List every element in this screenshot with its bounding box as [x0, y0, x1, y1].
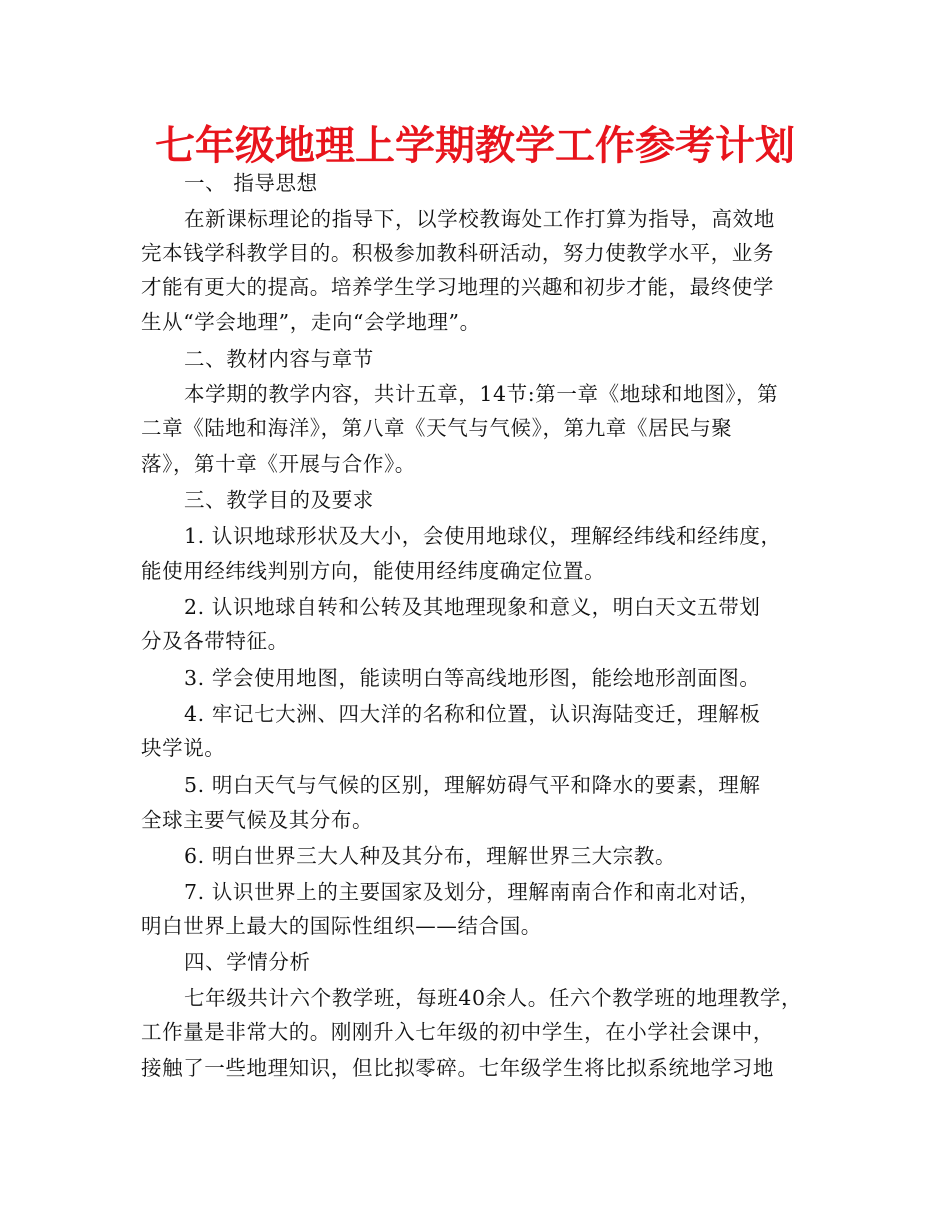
paragraph-line: 在新课标理论的指导下，以学校教诲处工作打算为指导，高效地 — [184, 207, 775, 231]
paragraph-line: 工作量是非常大的。刚刚升入七年级的初中学生，在小学社会课中， — [141, 1020, 774, 1044]
list-item-line: 明白世界上最大的国际性组织——结合国。 — [141, 914, 542, 938]
list-item-line: 1. 认识地球形状及大小，会使用地球仪，理解经纬线和经纬度， — [184, 524, 782, 548]
paragraph-line: 本学期的教学内容，共计五章，14节:第一章《地球和地图》，第 — [184, 382, 779, 406]
list-item-line: 3. 学会使用地图，能读明白等高线地形图，能绘地形剖面图。 — [184, 666, 761, 690]
document-title: 七年级地理上学期教学工作参考计划 — [155, 123, 795, 169]
paragraph-line: 完本钱学科教学目的。积极参加教科研活动，努力使教学水平，业务 — [141, 241, 774, 265]
paragraph-line: 才能有更大的提高。培养学生学习地理的兴趣和初步才能，最终使学 — [141, 275, 774, 299]
section-heading-guiding-thought: 一、 指导思想 — [184, 171, 318, 195]
list-item-line: 2. 认识地球自转和公转及其地理现象和意义，明白天文五带划 — [184, 595, 761, 619]
paragraph-line: 七年级共计六个教学班，每班40余人。任六个教学班的地理教学， — [184, 986, 803, 1010]
paragraph-line: 生从“学会地理”，走向“会学地理”。 — [141, 310, 481, 334]
section-heading-teaching-goals: 三、教学目的及要求 — [184, 488, 374, 512]
list-item-line: 7. 认识世界上的主要国家及划分，理解南南合作和南北对话， — [184, 880, 761, 904]
list-item-line: 5. 明白天气与气候的区别，理解妨碍气平和降水的要素，理解 — [184, 773, 761, 797]
paragraph-line: 落》，第十章《开展与合作》。 — [141, 452, 416, 476]
list-item-line: 全球主要气候及其分布。 — [141, 808, 374, 832]
list-item-line: 块学说。 — [141, 736, 226, 760]
paragraph-line: 二章《陆地和海洋》，第八章《天气与气候》，第九章《居民与聚 — [141, 416, 733, 440]
paragraph-line: 接触了一些地理知识，但比拟零碎。七年级学生将比拟系统地学习地 — [141, 1056, 774, 1080]
list-item-line: 能使用经纬线判别方向，能使用经纬度确定位置。 — [141, 559, 606, 583]
list-item-line: 分及各带特征。 — [141, 629, 289, 653]
section-heading-student-analysis: 四、学情分析 — [184, 950, 311, 974]
section-heading-textbook-content: 二、教材内容与章节 — [184, 347, 374, 371]
list-item-line: 6. 明白世界三大人种及其分布，理解世界三大宗教。 — [184, 844, 677, 868]
list-item-line: 4. 牢记七大洲、四大洋的名称和位置，认识海陆变迁，理解板 — [184, 702, 761, 726]
